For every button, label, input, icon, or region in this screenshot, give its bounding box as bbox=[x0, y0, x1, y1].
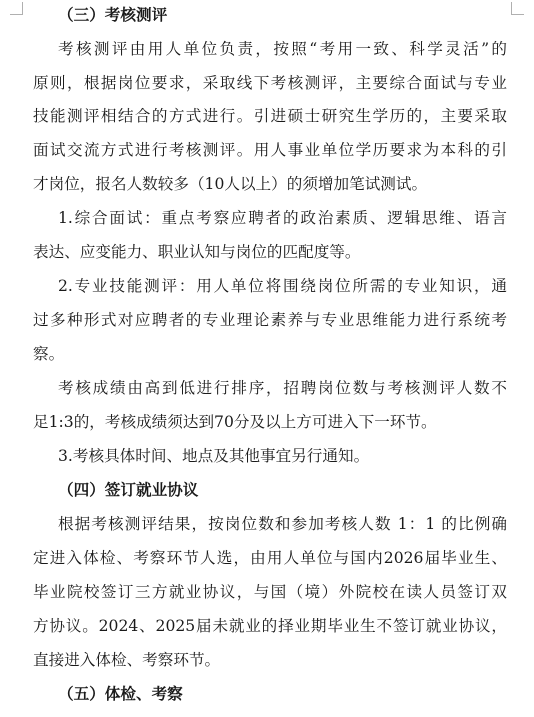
paragraph-line: 面试交流方式进行考核测评。用人事业单位学历要求为本科的引 bbox=[33, 141, 507, 159]
paragraph-line: 原则，根据岗位要求，采取线下考核测评，主要综合面试与专业 bbox=[33, 74, 507, 92]
page-corner-marker-left bbox=[10, 2, 23, 15]
paragraph-line: 2.专业技能测评：用人单位将围绕岗位所需的专业知识，通 bbox=[58, 277, 507, 295]
paragraph-line: 技能测评相结合的方式进行。引进硕士研究生学历的，主要采取 bbox=[33, 107, 507, 125]
paragraph-line: 足1:3的，考核成绩须达到70分及以上方可进入下一环节。 bbox=[33, 413, 437, 431]
paragraph-line: 过多种形式对应聘者的专业理论素养与专业思维能力进行系统考 bbox=[33, 311, 507, 329]
paragraph-line: 才岗位，报名人数较多（10人以上）的须增加笔试测试。 bbox=[33, 175, 428, 193]
paragraph-line: 根据考核测评结果，按岗位数和参加考核人数 1：1 的比例确 bbox=[58, 515, 507, 533]
section-heading: （五）体检、考察 bbox=[58, 684, 183, 703]
paragraph-line: 考核成绩由高到低进行排序，招聘岗位数与考核测评人数不 bbox=[58, 379, 507, 397]
paragraph-line: 1.综合面试：重点考察应聘者的政治素质、逻辑思维、语言 bbox=[58, 209, 507, 227]
section-heading: （三）考核测评 bbox=[58, 5, 168, 24]
section-heading: （四）签订就业协议 bbox=[58, 480, 199, 499]
paragraph-line: 毕业院校签订三方就业协议，与国（境）外院校在读人员签订双 bbox=[33, 583, 507, 601]
paragraph-line: 定进入体检、考察环节人选，由用人单位与国内2026届毕业生、 bbox=[33, 549, 507, 567]
page-corner-marker-right bbox=[511, 2, 524, 15]
paragraph-line: 表达、应变能力、职业认知与岗位的匹配度等。 bbox=[33, 243, 361, 261]
paragraph-line: 3.考核具体时间、地点及其他事宜另行通知。 bbox=[58, 447, 370, 465]
paragraph-line: 方协议。2024、2025届未就业的择业期毕业生不签订就业协议， bbox=[33, 617, 507, 635]
paragraph-line: 考核测评由用人单位负责，按照“考用一致、科学灵活”的 bbox=[58, 40, 507, 58]
paragraph-line: 察。 bbox=[33, 345, 65, 363]
paragraph-line: 直接进入体检、考察环节。 bbox=[33, 651, 221, 669]
